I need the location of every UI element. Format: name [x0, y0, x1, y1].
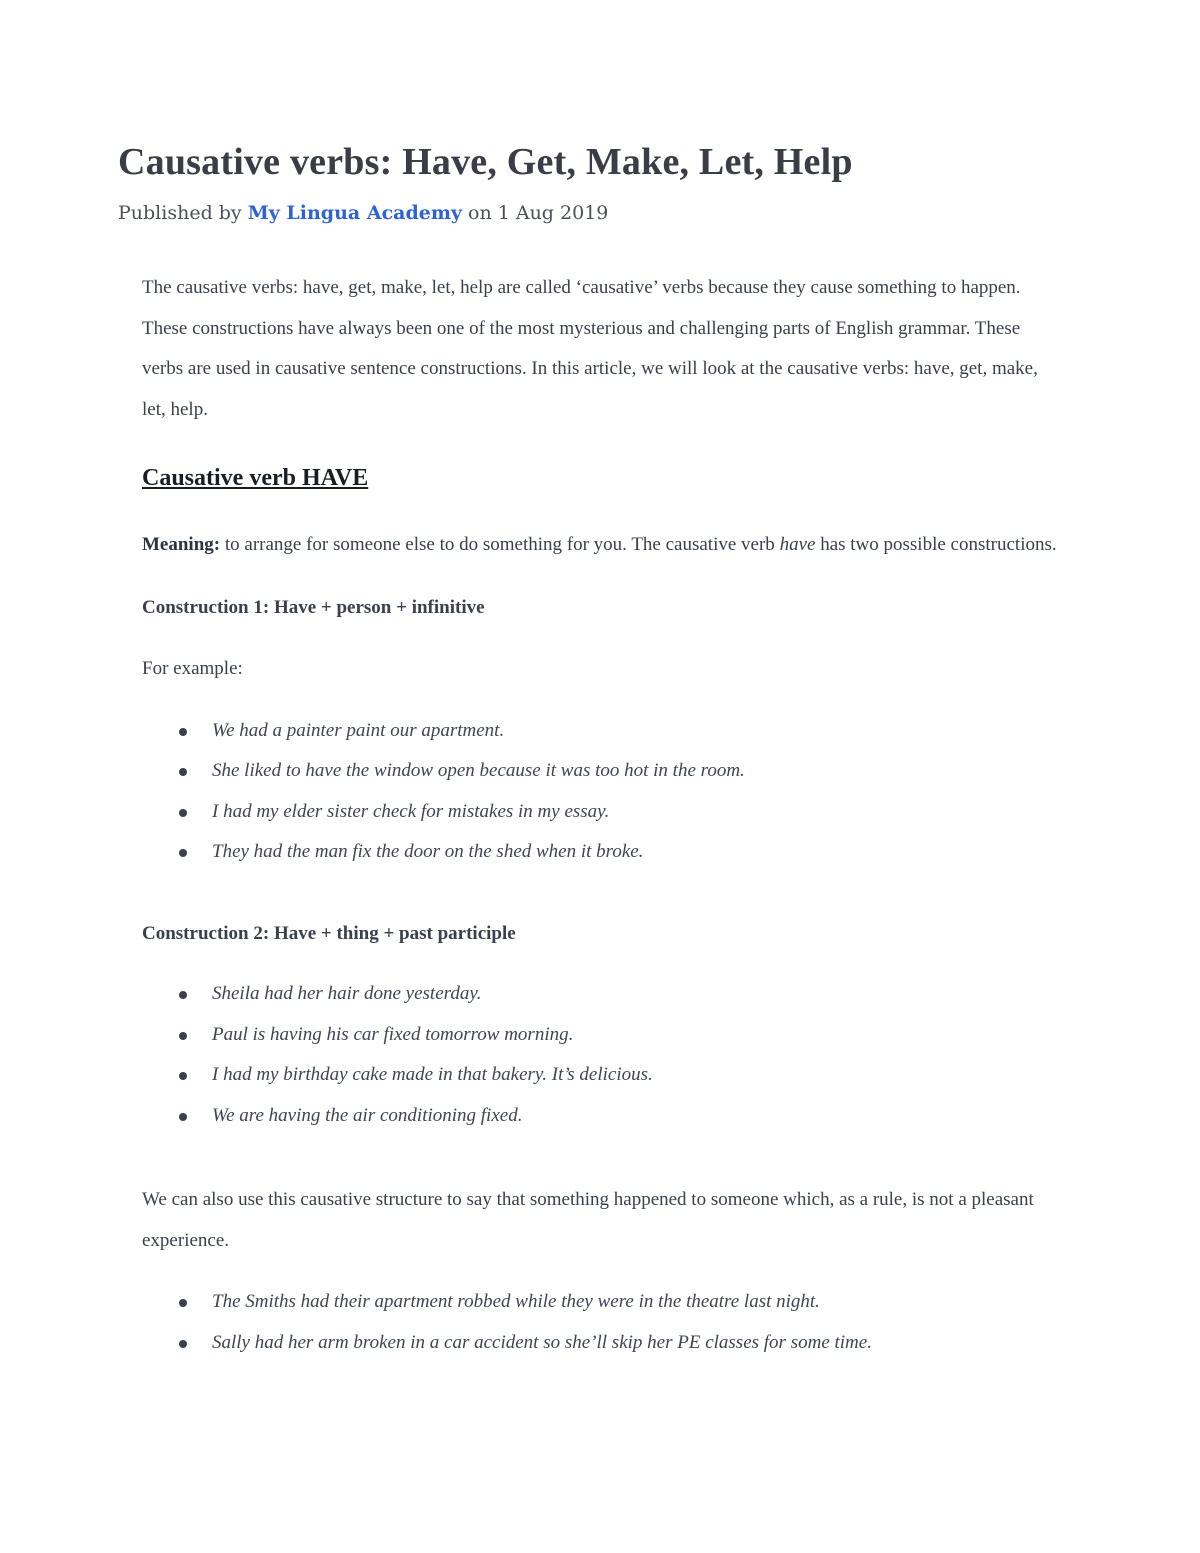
list-item: We are having the air conditioning fixed.: [142, 1096, 1062, 1137]
list-item: I had my elder sister check for mistakes in my essay.: [142, 792, 1062, 833]
meaning-text-1: to arrange for someone else to do something for you. The causative verb: [220, 534, 780, 555]
intro-paragraph: The causative verbs: have, get, make, let, help are called ‘causative’ verbs because they cause something to happen. These constructions have always been one of the most mysterious and challenging parts of English grammar. These verbs are used in causative sentence constructions. In this article, we will look at the causative verbs: have, get, make, let, help.: [142, 277, 1038, 420]
byline-date: on 1 Aug 2019: [461, 202, 609, 224]
list-item: I had my birthday cake made in that bakery. It’s delicious.: [142, 1055, 1062, 1096]
article-body: [142, 268, 1062, 1363]
examples-list-2: [142, 974, 1062, 1136]
meaning-label: Meaning:: [142, 534, 221, 555]
meaning-text-2: has two possible constructions.: [815, 534, 1057, 555]
list-item: She liked to have the window open because it was too hot in the room.: [142, 751, 1062, 792]
construction-2-heading: Construction 2: Have + thing + past participle: [142, 922, 516, 944]
list-item: The Smiths had their apartment robbed while they were in the theatre last night.: [142, 1282, 1062, 1323]
meaning-italic: have: [779, 534, 816, 555]
byline-prefix: Published by: [118, 202, 248, 224]
construction-1-heading: Construction 1: Have + person + infinitive: [142, 596, 485, 618]
list-item: They had the man fix the door on the shed when it broke.: [142, 832, 1062, 873]
for-example-label: For example:: [142, 658, 243, 679]
also-paragraph: We can also use this causative structure to say that something happened to someone which, as a rule, is not a pleasant experience.: [142, 1189, 1034, 1251]
author-link[interactable]: My Lingua Academy: [247, 202, 462, 224]
list-item: Paul is having his car fixed tomorrow morning.: [142, 1015, 1062, 1056]
examples-list-1: [142, 711, 1062, 873]
list-item: We had a painter paint our apartment.: [142, 711, 1062, 752]
examples-list-3: [142, 1282, 1062, 1363]
byline: [118, 202, 608, 224]
list-item: Sheila had her hair done yesterday.: [142, 974, 1062, 1015]
section-heading: Causative verb HAVE: [142, 465, 369, 491]
meaning-paragraph: [142, 525, 1062, 566]
list-item: Sally had her arm broken in a car accident so she’ll skip her PE classes for some time.: [142, 1323, 1062, 1364]
article-title: Causative verbs: Have, Get, Make, Let, Help: [118, 141, 853, 183]
